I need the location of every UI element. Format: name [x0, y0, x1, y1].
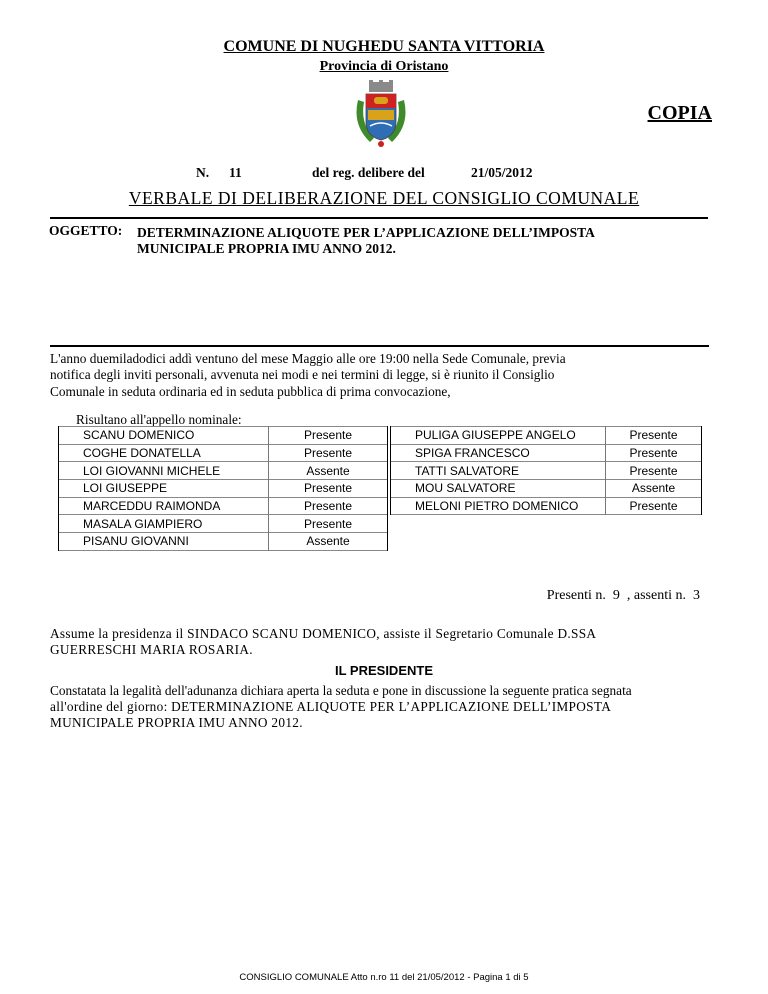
oggetto-label: OGGETTO:	[49, 223, 123, 238]
member-name: MASALA GIAMPIERO	[79, 515, 269, 533]
row-marker-cell	[391, 444, 412, 462]
copia-label: COPIA	[647, 102, 712, 124]
attendance-row	[59, 462, 388, 480]
constatata-line-2: all'ordine del giorno: DETERMINAZIONE ALIQUOTE PER L’APPLICAZIONE DELL’IMPOSTA	[50, 699, 612, 714]
assenti-label: , assenti n.	[626, 588, 686, 603]
row-marker-cell	[391, 462, 412, 480]
provincia-subtitle: Provincia di Oristano	[319, 59, 449, 74]
presidenza-line-1: Assume la presidenza il SINDACO SCANU DOMENICO, assiste il Segretario Comunale D.SSA	[50, 626, 597, 641]
row-marker-cell	[59, 427, 80, 445]
row-marker-cell	[59, 480, 80, 498]
municipal-crest-icon	[350, 80, 412, 152]
attendance-row	[59, 497, 388, 515]
member-status: Assente	[269, 533, 388, 551]
delibera-date: 21/05/2012	[471, 165, 533, 180]
delibera-number: 11	[229, 165, 242, 180]
member-name: SCANU DOMENICO	[79, 427, 269, 445]
member-status: Presente	[269, 497, 388, 515]
member-name: PISANU GIOVANNI	[79, 533, 269, 551]
member-name: MOU SALVATORE	[411, 480, 606, 498]
constatata-line-1: Constatata la legalità dell'adunanza dichiara aperta la seduta e pone in discussione la seguente pratica segnata	[50, 683, 632, 698]
member-name: COGHE DONATELLA	[79, 444, 269, 462]
row-marker-cell	[59, 533, 80, 551]
divider-middle	[50, 345, 709, 347]
presidente-heading: IL PRESIDENTE	[334, 663, 433, 678]
assenti-count: 3	[693, 588, 700, 603]
member-status: Presente	[606, 462, 702, 480]
member-status: Assente	[269, 462, 388, 480]
page-footer: CONSIGLIO COMUNALE Atto n.ro 11 del 21/05/2012 - Pagina 1 di 5	[239, 972, 529, 983]
member-status: Presente	[606, 497, 702, 515]
constatata-line-3: MUNICIPALE PROPRIA IMU ANNO 2012.	[50, 715, 303, 730]
divider-top	[50, 217, 708, 219]
attendance-row	[59, 533, 388, 551]
attendance-row	[391, 497, 702, 515]
intro-line-3: Comunale in seduta ordinaria ed in seduta pubblica di prima convocazione,	[50, 383, 451, 399]
member-status: Assente	[606, 480, 702, 498]
row-marker-cell	[59, 497, 80, 515]
intro-line-2: notifica degli inviti personali, avvenuta nei modi e nei termini di legge, si è riunito il Consiglio	[50, 367, 555, 383]
attendance-row	[391, 427, 702, 445]
attendance-row	[391, 480, 702, 498]
attendance-row	[391, 444, 702, 462]
member-name: TATTI SALVATORE	[411, 462, 606, 480]
oggetto-line-2: MUNICIPALE PROPRIA IMU ANNO 2012.	[137, 241, 396, 256]
presidenza-line-2: GUERRESCHI MARIA ROSARIA.	[50, 642, 253, 657]
attendance-row	[59, 427, 388, 445]
member-name: MELONI PIETRO DOMENICO	[411, 497, 606, 515]
oggetto-line-1: DETERMINAZIONE ALIQUOTE PER L’APPLICAZIONE DELL’IMPOSTA	[137, 225, 595, 240]
attendance-row	[59, 515, 388, 533]
presenti-count: 9	[612, 588, 620, 603]
member-status: Presente	[606, 427, 702, 445]
appello-label: Risultano all'appello nominale:	[76, 412, 242, 427]
row-marker-cell	[59, 515, 80, 533]
row-marker-cell	[391, 480, 412, 498]
attendance-row	[391, 462, 702, 480]
member-name: MARCEDDU RAIMONDA	[79, 497, 269, 515]
member-status: Presente	[606, 444, 702, 462]
presidenza-paragraph	[50, 626, 710, 658]
member-status: Presente	[269, 515, 388, 533]
constatata-paragraph	[50, 683, 720, 731]
member-name: SPIGA FRANCESCO	[411, 444, 606, 462]
verbale-title: VERBALE DI DELIBERAZIONE DEL CONSIGLIO COMUNALE	[128, 188, 640, 208]
row-marker-cell	[391, 497, 412, 515]
member-name: LOI GIOVANNI MICHELE	[79, 462, 269, 480]
comune-title: COMUNE DI NUGHEDU SANTA VITTORIA	[223, 38, 545, 55]
intro-line-1: L'anno duemiladodici addì ventuno del mese Maggio alle ore 19:00 nella Sede Comunale, previa	[50, 351, 566, 366]
row-marker-cell	[391, 427, 412, 445]
presenti-label: Presenti n.	[546, 588, 606, 603]
member-status: Presente	[269, 427, 388, 445]
attendance-table-left	[58, 426, 388, 551]
totals-line	[547, 588, 700, 604]
delibera-reg-label: del reg. delibere del	[312, 165, 425, 180]
attendance-row	[59, 444, 388, 462]
member-status: Presente	[269, 444, 388, 462]
attendance-table-right	[390, 426, 702, 515]
row-marker-cell	[59, 444, 80, 462]
member-status: Presente	[269, 480, 388, 498]
oggetto-text	[137, 225, 697, 257]
attendance-row	[59, 480, 388, 498]
intro-paragraph	[50, 351, 710, 400]
member-name: PULIGA GIUSEPPE ANGELO	[411, 427, 606, 445]
row-marker-cell	[59, 462, 80, 480]
member-name: LOI GIUSEPPE	[79, 480, 269, 498]
delibera-n-label: N.	[196, 165, 210, 180]
